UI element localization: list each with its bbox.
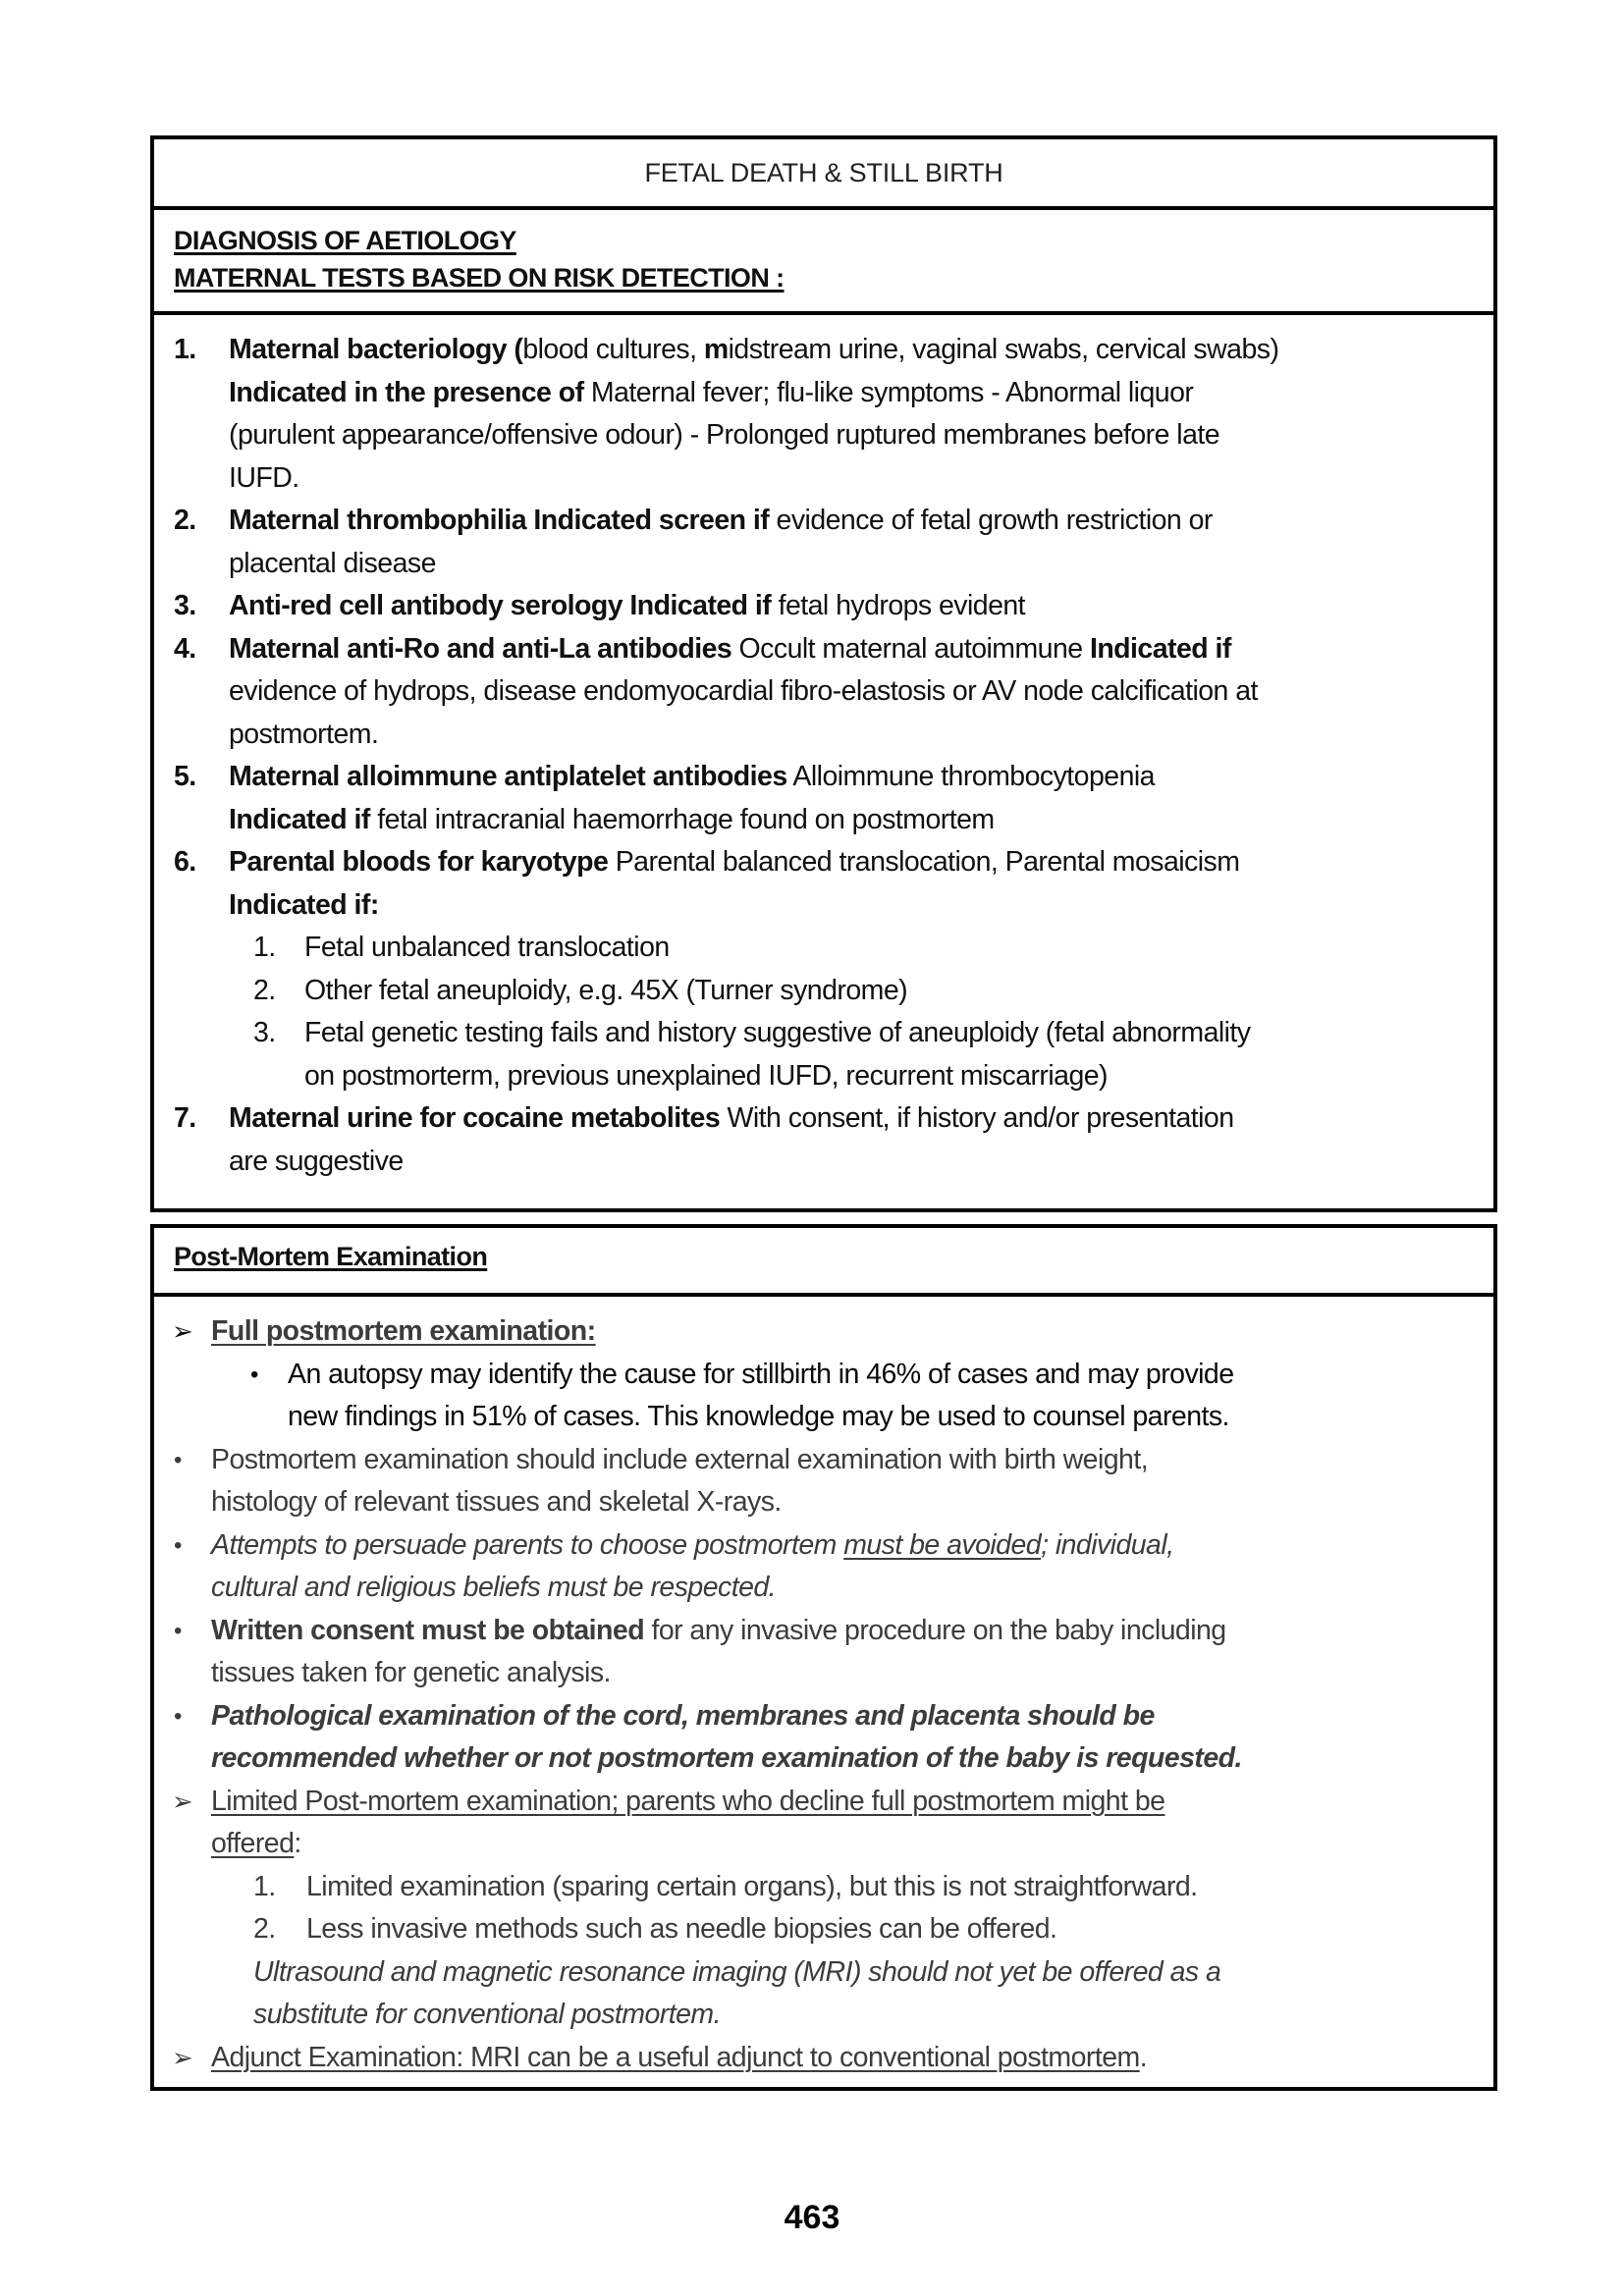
sub-list-number: 2. bbox=[253, 974, 276, 1006]
must-be-avoided-text: must be avoided bbox=[843, 1528, 1042, 1561]
sub-list-item-text: Other fetal aneuploidy, e.g. 45X (Turner syndrome) bbox=[304, 974, 908, 1006]
text-segment: idstream urine, vaginal swabs, cervical swabs) bbox=[728, 334, 1279, 365]
list-item-continuation bbox=[154, 714, 1493, 757]
pathology-text-line-1: Pathological examination of the cord, membranes and placenta should be bbox=[211, 1699, 1155, 1732]
limited-note-text-1: Ultrasound and magnetic resonance imaging (MRI) should not yet be offered as a bbox=[253, 1955, 1221, 1988]
persuade-text-pre: Attempts to persuade parents to choose postmortem bbox=[211, 1528, 844, 1561]
list-item-text bbox=[229, 372, 1193, 415]
maternal-tests-list bbox=[154, 315, 1493, 1183]
sub-list-item bbox=[154, 927, 1493, 970]
include-text-line-2: histology of relevant tissues and skeletal X-rays. bbox=[211, 1486, 782, 1518]
arrow-bullet-icon: ➢ bbox=[172, 2042, 193, 2072]
list-number: 7. bbox=[174, 1102, 196, 1134]
list-item-text bbox=[229, 799, 995, 842]
bold-text: Maternal bacteriology ( bbox=[229, 334, 523, 365]
limited-heading-line-1: Limited Post-mortem examination; parents who decline full postmortem might be bbox=[211, 1785, 1165, 1817]
bold-text: Indicated if bbox=[229, 803, 370, 835]
include-text-line-1: Postmortem examination should include external examination with birth weight, bbox=[211, 1443, 1149, 1475]
adjunct-period: . bbox=[1139, 2041, 1148, 2073]
list-item-continuation bbox=[154, 1141, 1493, 1184]
list-item-continuation bbox=[154, 884, 1493, 928]
bold-text: m bbox=[703, 334, 729, 365]
list-item-text bbox=[229, 628, 1231, 671]
consent-bold-text: Written consent must be obtained bbox=[211, 1614, 645, 1646]
sub-list-item-text: Fetal genetic testing fails and history suggestive of aneuploidy (fetal abnormality bbox=[304, 1017, 1251, 1048]
text-segment: are suggestive bbox=[229, 1145, 404, 1177]
section-heading-maternal-tests: MATERNAL TESTS BASED ON RISK DETECTION : bbox=[174, 263, 785, 293]
text-segment: blood cultures, bbox=[522, 334, 704, 365]
consent-text-line-2: tissues taken for genetic analysis. bbox=[211, 1657, 611, 1688]
text-segment: evidence of hydrops, disease endomyocardial fibro-elastosis or AV node calcification at bbox=[229, 675, 1258, 707]
bold-text: Indicated if bbox=[1089, 632, 1231, 665]
sub-list-item bbox=[154, 970, 1493, 1013]
limited-postmortem-line bbox=[154, 1781, 1493, 1824]
list-item-text bbox=[229, 841, 1239, 884]
adjunct-line bbox=[154, 2037, 1493, 2080]
list-item-text bbox=[229, 414, 1219, 457]
list-item-continuation bbox=[154, 1652, 1493, 1695]
limited-note-line bbox=[154, 1951, 1493, 1995]
limited-postmortem-continuation bbox=[154, 1823, 1493, 1866]
list-item-continuation bbox=[154, 457, 1493, 501]
list-item-text bbox=[229, 329, 1278, 372]
list-item-text bbox=[229, 1141, 404, 1184]
list-item bbox=[154, 1524, 1493, 1568]
bullet-icon: • bbox=[174, 1617, 182, 1644]
text-segment: With consent, if history and/or presentation bbox=[720, 1102, 1234, 1134]
list-item-continuation bbox=[154, 543, 1493, 586]
bold-text: Maternal alloimmune antiplatelet antibodies bbox=[229, 761, 787, 792]
list-item-continuation bbox=[154, 799, 1493, 842]
arrow-bullet-icon: ➢ bbox=[172, 1316, 193, 1346]
sub-list-number: 1. bbox=[253, 932, 276, 963]
full-postmortem-line bbox=[154, 1310, 1493, 1354]
list-item-text bbox=[229, 457, 299, 501]
limited-note-text-2: substitute for conventional postmortem. bbox=[253, 1999, 721, 2030]
list-number: 2. bbox=[174, 505, 196, 536]
consent-rest-text: for any invasive procedure on the baby including bbox=[644, 1614, 1226, 1646]
bullet-icon: • bbox=[174, 1702, 182, 1730]
list-item-text bbox=[229, 756, 1155, 799]
section-heading-aetiology: DIAGNOSIS OF AETIOLOGY bbox=[174, 226, 516, 255]
autopsy-text-line-1: An autopsy may identify the cause for stillbirth in 46% of cases and may provide bbox=[288, 1358, 1234, 1390]
bullet-icon: • bbox=[174, 1531, 182, 1559]
post-mortem-heading: Post-Mortem Examination bbox=[174, 1242, 488, 1271]
bold-text: Indicated in the presence of bbox=[229, 376, 584, 408]
list-item bbox=[154, 585, 1493, 628]
list-number: 4. bbox=[174, 632, 196, 665]
list-item bbox=[154, 841, 1493, 884]
list-number: 5. bbox=[174, 761, 196, 792]
post-mortem-box bbox=[150, 1224, 1497, 2091]
autopsy-text-line-2: new findings in 51% of cases. This knowledge may be used to counsel parents. bbox=[288, 1401, 1229, 1432]
text-segment: Parental balanced translocation, Parental mosaicism bbox=[608, 846, 1240, 878]
sub-list-item bbox=[154, 1012, 1493, 1055]
sub-list-item-text: on postmorterm, previous unexplained IUFD, recurrent miscarriage) bbox=[304, 1059, 1108, 1092]
post-mortem-heading-row bbox=[154, 1228, 1493, 1297]
bullet-icon: • bbox=[174, 1446, 182, 1473]
text-segment: Occult maternal autoimmune bbox=[731, 632, 1090, 665]
list-item bbox=[154, 1097, 1493, 1141]
list-item-text bbox=[229, 1097, 1234, 1141]
list-number: 1. bbox=[174, 334, 196, 365]
bold-text: Anti-red cell antibody serology Indicated if bbox=[229, 590, 772, 621]
title-row bbox=[154, 139, 1493, 210]
offered-text: offered bbox=[211, 1828, 295, 1859]
list-item-continuation bbox=[154, 1481, 1493, 1524]
heading-row bbox=[154, 210, 1493, 315]
list-item bbox=[154, 1610, 1493, 1653]
bold-text: Indicated if: bbox=[229, 888, 379, 921]
list-number: 1. bbox=[253, 1870, 276, 1902]
bold-text: Maternal thrombophilia Indicated screen if bbox=[229, 505, 770, 536]
list-item-continuation bbox=[154, 372, 1493, 415]
list-item bbox=[154, 1439, 1493, 1482]
pathology-text-line-2: recommended whether or not postmortem examination of the baby is requested. bbox=[211, 1742, 1242, 1774]
limited-item-text: Less invasive methods such as needle biopsies can be offered. bbox=[306, 1913, 1057, 1945]
list-number: 2. bbox=[253, 1913, 276, 1945]
list-item bbox=[154, 1695, 1493, 1738]
adjunct-text bbox=[211, 2037, 1147, 2080]
bold-text: Maternal urine for cocaine metabolites bbox=[229, 1102, 721, 1134]
sub-list-item-text: Fetal unbalanced translocation bbox=[304, 932, 670, 963]
bold-text: Maternal anti-Ro and anti-La antibodies bbox=[229, 632, 732, 665]
limited-item-text: Limited examination (sparing certain organs), but this is not straightforward. bbox=[306, 1870, 1198, 1902]
list-item bbox=[154, 756, 1493, 799]
list-item-text bbox=[229, 585, 1025, 628]
list-number: 6. bbox=[174, 846, 196, 878]
list-item-continuation bbox=[154, 414, 1493, 457]
list-item bbox=[154, 1908, 1493, 1951]
text-segment: fetal intracranial haemorrhage found on postmortem bbox=[369, 803, 995, 835]
bullet-icon: • bbox=[250, 1361, 258, 1388]
sub-list-number: 3. bbox=[253, 1017, 276, 1048]
text-segment: IUFD. bbox=[229, 461, 299, 494]
text-segment: (purulent appearance/offensive odour) - Prolonged ruptured membranes before late bbox=[229, 419, 1220, 451]
list-item bbox=[154, 329, 1493, 372]
sub-list-item-continuation bbox=[154, 1055, 1493, 1098]
bold-text: Parental bloods for karyotype bbox=[229, 846, 609, 878]
adjunct-underlined-text: Adjunct Examination: MRI can be a useful adjunct to conventional postmortem bbox=[211, 2041, 1140, 2073]
persuade-text-line-2: cultural and religious beliefs must be respected. bbox=[211, 1572, 777, 1603]
list-item-text bbox=[229, 543, 436, 586]
list-item-continuation bbox=[154, 1567, 1493, 1610]
page-number: 463 bbox=[784, 2199, 840, 2236]
limited-note-line bbox=[154, 1994, 1493, 2037]
text-segment: fetal hydrops evident bbox=[771, 590, 1026, 621]
list-item-continuation bbox=[154, 670, 1493, 714]
text-segment: postmortem. bbox=[229, 718, 379, 750]
list-item bbox=[154, 1354, 1493, 1397]
list-item-text bbox=[229, 714, 378, 757]
list-item-text bbox=[229, 670, 1258, 714]
list-item bbox=[154, 628, 1493, 671]
list-item-text bbox=[229, 884, 379, 928]
list-item-continuation bbox=[154, 1396, 1493, 1439]
page-title: FETAL DEATH & STILL BIRTH bbox=[644, 157, 1003, 187]
maternal-tests-box bbox=[150, 135, 1497, 1212]
limited-heading-line-2 bbox=[211, 1823, 301, 1866]
list-item bbox=[154, 1866, 1493, 1909]
text-segment: Maternal fever; flu-like symptoms - Abnormal liquor bbox=[583, 376, 1194, 408]
persuade-text-post: ; individual, bbox=[1041, 1528, 1174, 1561]
post-mortem-content bbox=[154, 1297, 1493, 2079]
offered-colon: : bbox=[294, 1828, 301, 1859]
list-number: 3. bbox=[174, 590, 196, 621]
text-segment: evidence of fetal growth restriction or bbox=[769, 505, 1213, 536]
consent-text-line-1 bbox=[211, 1610, 1226, 1653]
list-item-continuation bbox=[154, 1737, 1493, 1781]
text-segment: Alloimmune thrombocytopenia bbox=[786, 761, 1155, 792]
text-segment: placental disease bbox=[229, 547, 436, 579]
list-item-text bbox=[229, 500, 1213, 543]
arrow-bullet-icon: ➢ bbox=[172, 1786, 193, 1816]
full-postmortem-heading: Full postmortem examination: bbox=[211, 1315, 596, 1347]
list-item bbox=[154, 500, 1493, 543]
persuade-text-line-1 bbox=[211, 1524, 1174, 1568]
